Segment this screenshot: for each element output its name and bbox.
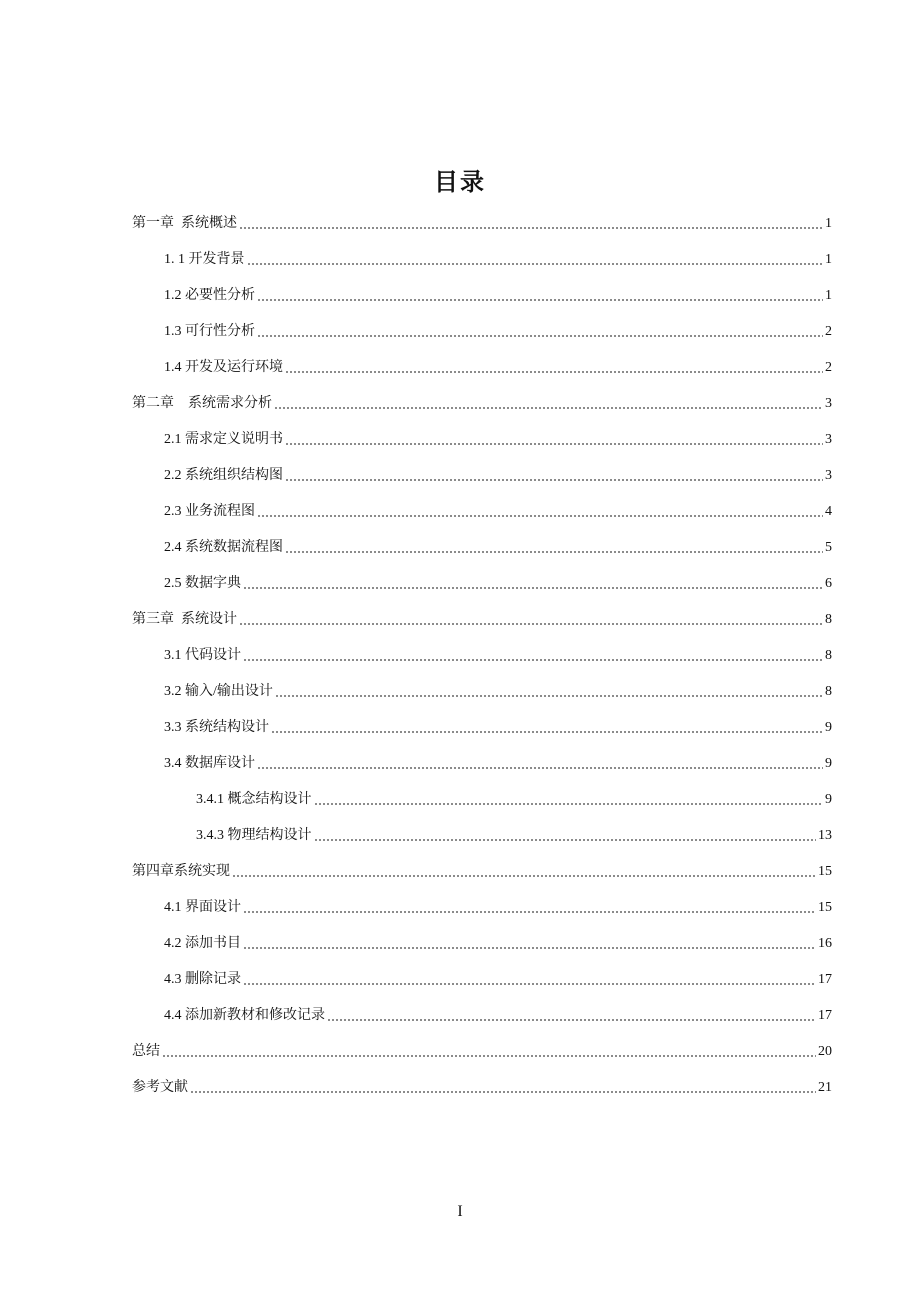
toc-entry-label: 参考文献 [132, 1080, 188, 1095]
dot-leader [257, 766, 823, 770]
toc-entry-page: 6 [825, 576, 832, 591]
toc-entry-page: 9 [825, 792, 832, 807]
toc-entry-page: 9 [825, 720, 832, 735]
toc-entry[interactable] [132, 998, 832, 1034]
toc-entry[interactable] [132, 530, 832, 566]
toc-entry-page: 16 [818, 936, 832, 951]
toc-entry-label: 第三章 系统设计 [132, 612, 237, 627]
toc-entry[interactable] [132, 278, 832, 314]
toc-entry-label: 2.4 系统数据流程图 [164, 540, 283, 555]
toc-entry-page: 8 [825, 648, 832, 663]
dot-leader [243, 910, 816, 914]
toc-entry-label: 2.3 业务流程图 [164, 504, 255, 519]
dot-leader [239, 622, 823, 626]
toc-entry[interactable] [132, 206, 832, 242]
toc-entry-label: 3.4.3 物理结构设计 [196, 828, 312, 843]
toc-entry-page: 8 [825, 684, 832, 699]
toc-entry[interactable] [132, 1070, 832, 1106]
toc-entry[interactable] [132, 926, 832, 962]
toc-entry-page: 15 [818, 900, 832, 915]
toc-entry[interactable] [132, 818, 832, 854]
toc-entry-page: 17 [818, 1008, 832, 1023]
dot-leader [285, 550, 823, 554]
dot-leader [257, 298, 823, 302]
toc-entry-page: 1 [825, 216, 832, 231]
toc-entry-page: 20 [818, 1044, 832, 1059]
table-of-contents [132, 206, 832, 1106]
dot-leader [232, 874, 816, 878]
toc-entry[interactable] [132, 746, 832, 782]
dot-leader [285, 442, 823, 446]
toc-entry-label: 1.4 开发及运行环境 [164, 360, 283, 375]
toc-entry-page: 13 [818, 828, 832, 843]
toc-entry[interactable] [132, 242, 832, 278]
toc-entry[interactable] [132, 602, 832, 638]
dot-leader [190, 1090, 816, 1094]
toc-entry[interactable] [132, 854, 832, 890]
toc-entry-label: 3.4.1 概念结构设计 [196, 792, 312, 807]
toc-entry-page: 17 [818, 972, 832, 987]
toc-entry-label: 3.4 数据库设计 [164, 756, 255, 771]
dot-leader [314, 802, 824, 806]
toc-entry-label: 1.2 必要性分析 [164, 288, 255, 303]
toc-entry-label: 3.1 代码设计 [164, 648, 241, 663]
toc-entry-page: 2 [825, 324, 832, 339]
toc-entry-label: 4.1 界面设计 [164, 900, 241, 915]
toc-entry-label: 3.3 系统结构设计 [164, 720, 269, 735]
toc-entry-label: 第一章 系统概述 [132, 216, 237, 231]
toc-entry[interactable] [132, 458, 832, 494]
toc-entry[interactable] [132, 422, 832, 458]
toc-entry-label: 1. 1 开发背景 [164, 252, 245, 267]
dot-leader [327, 1018, 816, 1022]
dot-leader [285, 370, 823, 374]
toc-entry-label: 总结 [132, 1044, 160, 1059]
dot-leader [243, 946, 816, 950]
toc-entry[interactable] [132, 386, 832, 422]
toc-entry[interactable] [132, 314, 832, 350]
toc-entry-page: 21 [818, 1080, 832, 1095]
dot-leader [239, 226, 823, 230]
dot-leader [243, 658, 823, 662]
toc-entry-page: 9 [825, 756, 832, 771]
toc-entry-page: 3 [825, 432, 832, 447]
toc-entry-label: 4.3 删除记录 [164, 972, 241, 987]
toc-entry[interactable] [132, 494, 832, 530]
toc-entry-label: 4.2 添加书目 [164, 936, 241, 951]
toc-entry-page: 3 [825, 396, 832, 411]
dot-leader [314, 838, 817, 842]
dot-leader [285, 478, 823, 482]
toc-entry-page: 1 [825, 252, 832, 267]
toc-entry[interactable] [132, 890, 832, 926]
dot-leader [247, 262, 824, 266]
toc-entry[interactable] [132, 350, 832, 386]
toc-entry[interactable] [132, 1034, 832, 1070]
toc-entry-page: 3 [825, 468, 832, 483]
dot-leader [257, 334, 823, 338]
toc-entry-page: 8 [825, 612, 832, 627]
toc-entry-page: 4 [825, 504, 832, 519]
toc-entry-label: 2.2 系统组织结构图 [164, 468, 283, 483]
toc-entry[interactable] [132, 566, 832, 602]
toc-entry-label: 1.3 可行性分析 [164, 324, 255, 339]
toc-entry[interactable] [132, 674, 832, 710]
page-number: I [457, 1203, 463, 1220]
toc-entry[interactable] [132, 782, 832, 818]
dot-leader [257, 514, 823, 518]
toc-entry-label: 4.4 添加新教材和修改记录 [164, 1008, 325, 1023]
toc-entry-page: 15 [818, 864, 832, 879]
toc-entry-label: 第二章 系统需求分析 [132, 396, 272, 411]
toc-entry[interactable] [132, 962, 832, 998]
toc-entry[interactable] [132, 710, 832, 746]
toc-entry-label: 2.1 需求定义说明书 [164, 432, 283, 447]
toc-entry[interactable] [132, 638, 832, 674]
dot-leader [243, 586, 823, 590]
toc-entry-page: 2 [825, 360, 832, 375]
dot-leader [274, 406, 823, 410]
toc-entry-page: 5 [825, 540, 832, 555]
toc-entry-page: 1 [825, 288, 832, 303]
dot-leader [275, 694, 823, 698]
toc-entry-label: 3.2 输入/输出设计 [164, 684, 273, 699]
dot-leader [271, 730, 823, 734]
dot-leader [243, 982, 816, 986]
toc-entry-label: 第四章系统实现 [132, 864, 230, 879]
toc-title: 目录 [434, 168, 486, 196]
toc-entry-label: 2.5 数据字典 [164, 576, 241, 591]
dot-leader [162, 1054, 816, 1058]
